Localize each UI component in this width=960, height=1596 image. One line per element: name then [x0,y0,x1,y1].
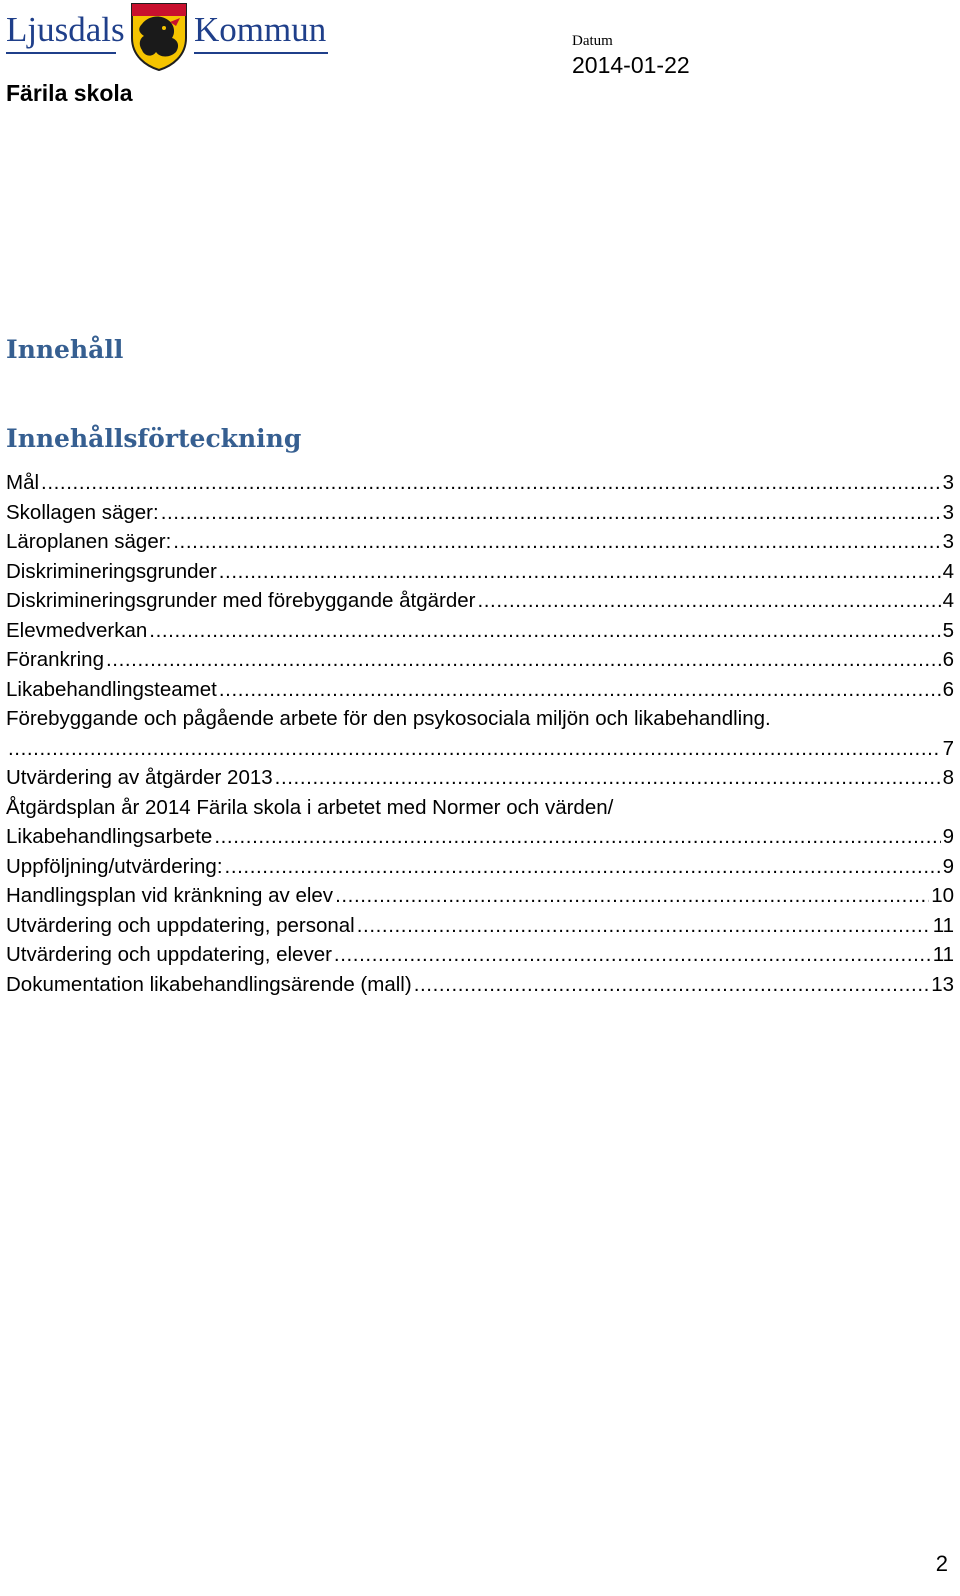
toc-leader [149,616,940,646]
school-name: Färila skola [6,80,133,106]
toc-entry-title: Elevmedverkan [6,618,148,642]
toc-entry[interactable] [6,970,954,1000]
toc-leader [106,645,941,675]
toc-entry-page: 6 [942,648,954,671]
toc-entry-page: 5 [942,618,954,642]
toc-leader [219,557,941,587]
municipality-logo [6,2,328,72]
toc-entry[interactable] [6,704,954,763]
toc-entry-page: 13 [931,972,954,996]
toc-entry[interactable] [6,675,954,705]
toc-leader [214,822,940,852]
toc-entry[interactable] [6,645,954,675]
toc-leader [335,881,929,911]
toc-leader [357,911,931,941]
toc-leader [414,970,930,1000]
date-value: 2014-01-22 [572,52,690,78]
toc-leader [173,527,940,557]
toc-entry-page: 3 [942,471,954,494]
toc-entry-page: 9 [942,825,954,848]
toc-entry-page: 11 [932,943,954,966]
toc-leader [219,675,941,705]
toc-leader [225,852,941,882]
toc-entry-title: Diskrimineringsgrunder [6,559,217,583]
toc-entry[interactable] [6,940,954,970]
toc-entry-title: Uppföljning/utvärdering: [6,854,223,878]
toc-entry-page: 8 [942,766,954,789]
toc-entry-page: 10 [931,884,954,907]
toc-entry-title: Utvärdering och uppdatering, elever [6,943,332,966]
toc-heading: Innehållsförteckning [6,424,302,453]
toc-entry-page: 6 [942,677,954,701]
toc-entry-page: 9 [942,854,954,878]
logo-word-right: Kommun [194,10,327,49]
coat-of-arms-icon [130,2,188,72]
toc-entry-title: Utvärdering och uppdatering, personal [6,913,355,937]
toc-entry-title: Läroplanen säger: [6,530,172,553]
toc-entry-title-line: Åtgärdsplan år 2014 Färila skola i arbetet med Normer och värden/ [6,795,614,819]
toc-entry[interactable] [6,468,954,498]
toc-entry-page: 3 [942,530,954,553]
toc-entry[interactable] [6,498,954,528]
toc-entry[interactable] [6,911,954,941]
table-of-contents [6,468,954,999]
toc-leader [477,586,940,616]
page-number: 2 [935,1551,948,1576]
logo-word-left: Ljusdals [6,10,125,49]
toc-entry[interactable] [6,793,954,852]
date-label: Datum [572,33,613,49]
toc-entry[interactable] [6,527,954,557]
toc-leader [8,734,941,764]
toc-entry-title: Diskrimineringsgrunder med förebyggande åtgärder [6,589,476,612]
toc-entry-title: Skollagen säger: [6,500,159,524]
toc-leader [41,468,941,498]
toc-entry-page: 3 [942,500,954,524]
toc-entry-page: 7 [942,736,954,760]
toc-entry-title: Dokumentation likabehandlingsärende (mall) [6,972,412,996]
toc-entry-title-line: Förebyggande och pågående arbete för den psykosociala miljön och likabehandling. [6,707,771,730]
toc-entry[interactable] [6,616,954,646]
toc-entry-title: Utvärdering av åtgärder 2013 [6,766,273,789]
toc-entry-title: Likabehandlingsarbete [6,825,213,848]
toc-entry-title: Förankring [6,648,104,671]
logo-underline-left [6,52,116,54]
toc-entry-page: 4 [942,559,954,583]
toc-leader [334,940,931,970]
toc-entry-title: Likabehandlingsteamet [6,677,217,701]
toc-entry-page: 4 [942,589,954,612]
contents-heading: Innehåll [6,335,124,364]
toc-entry-title: Mål [6,471,40,494]
logo-underline-right [194,52,328,54]
toc-leader [275,763,941,793]
toc-entry[interactable] [6,586,954,616]
toc-leader [161,498,941,528]
toc-entry[interactable] [6,881,954,911]
toc-entry-page: 11 [932,913,954,937]
toc-entry-title: Handlingsplan vid kränkning av elev [6,884,334,907]
toc-entry[interactable] [6,852,954,882]
toc-entry[interactable] [6,763,954,793]
toc-entry[interactable] [6,557,954,587]
